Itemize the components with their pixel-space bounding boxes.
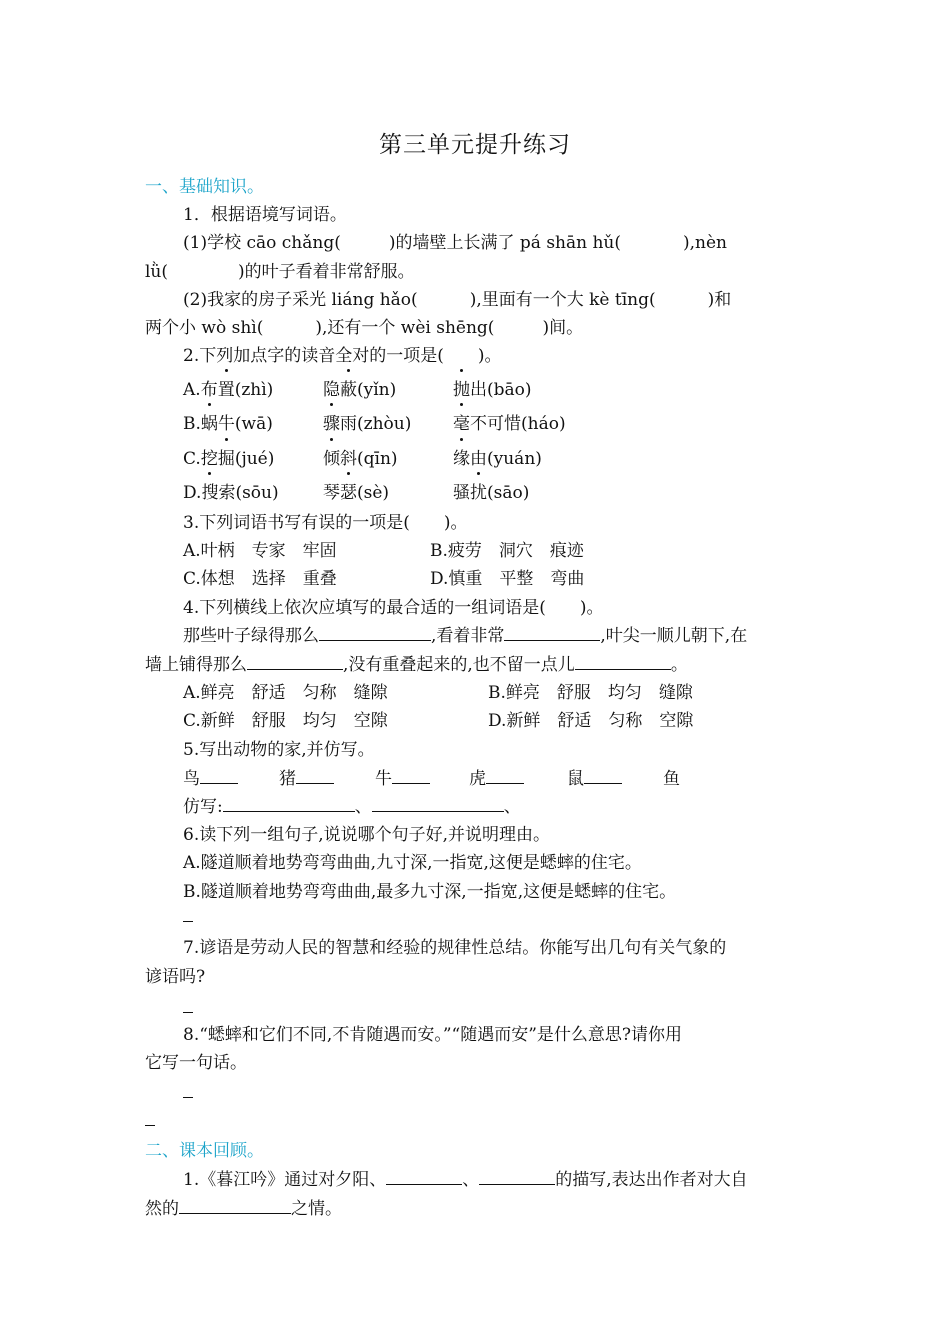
question-4-option-c: C.新鲜 舒服 均匀 空隙 [183, 711, 388, 731]
question-5-animals: 鸟 猪 牛 虎 鼠 鱼 [183, 769, 680, 789]
section-heading-textbook-review: 二、课本回顾。 [145, 1141, 264, 1161]
question-8-line-1: 8.“蟋蟀和它们不同,不肯随遇而安。”“随遇而安”是什么意思?请你用 [183, 1025, 683, 1045]
question-7-line-1: 7.谚语是劳动人民的智慧和经验的规律性总结。你能写出几句有关气象的 [183, 938, 727, 958]
question-4-option-b: B.鲜亮 舒服 均匀 缝隙 [488, 683, 693, 703]
question-5-imitate: 仿写: 、 、 [183, 797, 521, 817]
answer-line-q8-extra [145, 1125, 155, 1126]
question-2-stem: 2.下列加点字的读音全对的一项是( )。 [183, 346, 502, 366]
worksheet-page: 第三单元提升练习 一、基础知识。 1．根据语境写词语。 (1)学校 cāo chǎng( )的墙壁上长满了 pá shān hǔ( ),nèn lǜ( )的叶子看着非常舒服。 (2)我家的房子采光 liáng hǎo( ),里面有一个大 kè tīng( )和 两个小 wò shì( ),还有一个 wèi shēng( )间。 2.下列加点字的读音全对的一项是( )。 A.布置(zhì) 隐蔽(yǐn) 抛出(bāo) B.蜗牛(wā) 骤雨(zhòu) 毫不可惜(háo) C.挖掘(jué) 倾斜(qīn) 缘由(yuán) D.搜索(sōu) 琴瑟(sè) 骚扰(sāo) 3.下列词语书写有误的一项是( )。 A.叶柄 专家 牢固 B.疲劳 洞穴 痕迹 C.体想 选择 重叠 D.慎重 平整 弯曲 4.下列横线上依次应填写的最合适的一组词语是( )。 那些叶子绿得那么 ,看着非常 ,叶尖一顺儿朝下,在 墙上铺得那么 ,没有重叠起来的,也不留一点儿 。 A.鲜亮 舒适 匀称 缝隙 B.鲜亮 舒服 均匀 缝隙 C.新鲜 舒服 均匀 空隙 D.新鲜 舒适 匀称 空隙 5.写出动物的家,并仿写。 鸟 猪 牛 虎 鼠 鱼 仿写: 、 、 6.读下列一组句子,说说哪个句子好,并说明理由。 A.隧道顺着地势弯弯曲曲,九寸深,一指宽,这便是蟋蟀的住宅。 B.隧道顺着地势弯弯曲曲,最多九寸深,一指宽,这便是蟋蟀的住宅。 7.谚语是劳动人民的智慧和经验的规律性总结。你能写出几句有关气象的 谚语吗? 8.“蟋蟀和它们不同,不肯随遇而安。”“随遇而安”是什么意思?请你用 它写一句话。 二、课本回顾。 1.《暮江吟》通过对夕阳、 、 的描写,表达出作者对大自 然的 之情。 [0, 0, 950, 1344]
answer-line-q7 [183, 1012, 193, 1013]
question-4-passage-2: 墙上铺得那么 ,没有重叠起来的,也不留一点儿 。 [145, 655, 688, 675]
question-3-option-c: C.体想 选择 重叠 [183, 569, 337, 589]
question-5-stem: 5.写出动物的家,并仿写。 [183, 740, 375, 760]
question-1-line-4: 两个小 wò shì( ),还有一个 wèi shēng( )间。 [145, 318, 584, 338]
question-3-option-a: A.叶柄 专家 牢固 [183, 541, 337, 561]
question-7-line-2: 谚语吗? [145, 967, 206, 987]
question-1-line-2: lǜ( )的叶子看着非常舒服。 [145, 262, 415, 282]
question-1-line-1: (1)学校 cāo chǎng( )的墙壁上长满了 pá shān hǔ( ),nèn [183, 233, 728, 253]
page-title: 第三单元提升练习 [379, 132, 571, 158]
question-4-option-a: A.鲜亮 舒适 匀称 缝隙 [183, 683, 388, 703]
question-6-stem: 6.读下列一组句子,说说哪个句子好,并说明理由。 [183, 825, 551, 845]
question-6-sentence-a: A.隧道顺着地势弯弯曲曲,九寸深,一指宽,这便是蟋蟀的住宅。 [183, 853, 642, 873]
question-4-stem: 4.下列横线上依次应填写的最合适的一组词语是( )。 [183, 598, 604, 618]
answer-line-q6 [183, 921, 193, 922]
question-4-option-d: D.新鲜 舒适 匀称 空隙 [488, 711, 694, 731]
question-8-line-2: 它写一句话。 [145, 1053, 247, 1073]
question-3-option-b: B.疲劳 洞穴 痕迹 [430, 541, 584, 561]
review-1-line-1: 1.《暮江吟》通过对夕阳、 、 的描写,表达出作者对大自 [183, 1170, 748, 1190]
section-heading-basics: 一、基础知识。 [145, 177, 264, 197]
question-3-stem: 3.下列词语书写有误的一项是( )。 [183, 513, 468, 533]
question-6-sentence-b: B.隧道顺着地势弯弯曲曲,最多九寸深,一指宽,这便是蟋蟀的住宅。 [183, 882, 677, 902]
question-4-passage-1: 那些叶子绿得那么 ,看着非常 ,叶尖一顺儿朝下,在 [183, 626, 748, 646]
question-1-line-3: (2)我家的房子采光 liáng hǎo( ),里面有一个大 kè tīng( )和 [183, 290, 732, 310]
question-1-stem: 1．根据语境写词语。 [183, 205, 347, 225]
question-3-option-d: D.慎重 平整 弯曲 [430, 569, 585, 589]
review-1-line-2: 然的 之情。 [145, 1199, 342, 1219]
answer-line-q8 [183, 1097, 193, 1098]
